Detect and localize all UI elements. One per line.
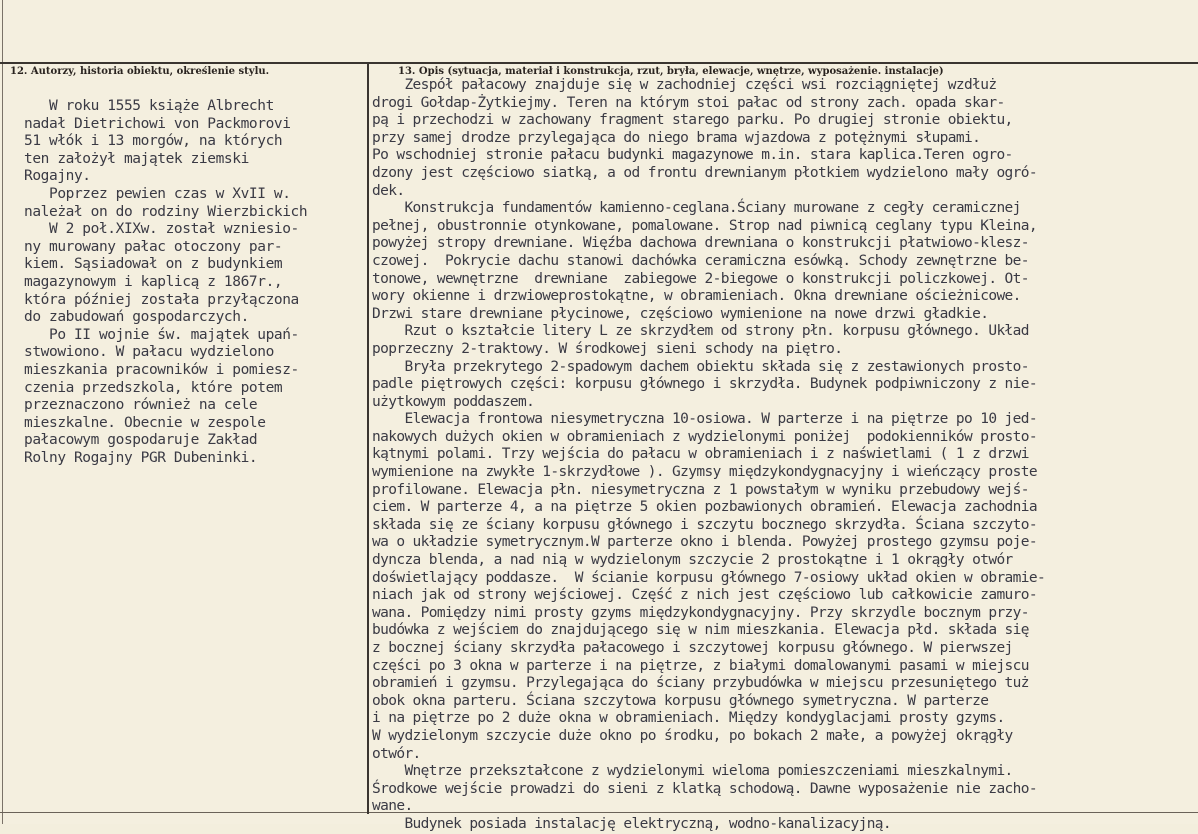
text-line: Bryła przekrytego 2-spadowym dachem obiektu składa się z zestawionych prosto- [372, 358, 1029, 375]
text-line: nakowych dużych okien w obramieniach z wydzielonymi poniżej podokienników prosto- [372, 428, 1037, 445]
text-line: Elewacja frontowa niesymetryczna 10-osiowa. W parterze i na piętrze po 10 jed- [372, 411, 1037, 428]
text-line: Budynek posiada instalację elektryczną, wodno-kanalizacyjną. [372, 815, 892, 832]
text-line: wa o układzie symetrycznym.W parterze okno i blenda. Powyżej prostego gzymsu poje- [372, 534, 1037, 551]
text-line: dzony jest częściowo siatką, a od frontu drewnianym płotkiem wydzielono mały ogró- [372, 164, 1037, 181]
text-line: dyncza blenda, a nad nią w wydzielonym szczycie 2 prostokątne i 1 okrągły otwór [372, 552, 1013, 569]
text-line: pełnej, obustronnie otynkowane, pomalowane. Strop nad piwnicą ceglany typu Kleina, [372, 217, 1037, 234]
text-line: mieszkania pracowników i pomiesz- [24, 361, 299, 378]
card-left-edge [2, 0, 3, 824]
section-12-heading: 12. Autorzy, historia obiektu, określenie stylu. [10, 66, 270, 77]
text-line: pałacowym gospodaruje Zakład [24, 432, 258, 449]
description-text [372, 77, 1194, 834]
text-line: Rogajny. [24, 168, 91, 185]
text-line: Konstrukcja fundamentów kamienno-ceglana.Ściany murowane z cegły ceramicznej [372, 200, 1021, 217]
column-divider [367, 62, 369, 814]
text-line: stwowiono. W pałacu wydzielono [24, 344, 274, 361]
text-line: Po wschodniej stronie pałacu budynki magazynowe m.in. stara kaplica.Teren ogro- [372, 147, 1013, 164]
text-line: Rzut o kształcie litery L ze skrzydłem od strony płn. korpusu głównego. Układ [372, 323, 1029, 340]
text-line: ny murowany pałac otoczony par- [24, 238, 283, 255]
text-line: nadał Dietrichowi von Packmorovi [24, 115, 291, 132]
text-line: Drzwi stare drewniane płycinowe, częściowo wymienione na nowe drzwi gładkie. [372, 305, 989, 322]
text-line: powyżej stropy drewniane. Więźba dachowa drewniana o konstrukcji płatwiowo-klesz- [372, 235, 1029, 252]
text-line: padle piętrowych części: korpusu głównego i skrzydła. Budynek podpiwniczony z nie- [372, 376, 1037, 393]
text-line: mieszkalne. Obecnie w zespole [24, 414, 266, 431]
text-line: użytkowym poddaszem. [372, 393, 535, 410]
text-line: ten założył majątek ziemski [24, 150, 249, 167]
text-line: Rolny Rogajny PGR Dubeninki. [24, 449, 258, 466]
history-text [24, 98, 364, 467]
text-line: pą i przechodzi w zachowany fragment starego parku. Po drugiej stronie obiektu, [372, 112, 1013, 129]
text-line: należał on do rodziny Wierzbickich [24, 203, 308, 220]
text-line: z bocznej ściany skrzydła pałacowego i szczytowej korpusu głównego. W pierwszej [372, 640, 1013, 656]
text-line: przy samej drodze przylegająca do niego brama wjazdowa z potężnymi słupami. [372, 129, 981, 146]
section-13-heading: 13. Opis (sytuacja, materiał i konstrukcja, rzut, bryła, elewacje, wnętrze, wyposażenie. instalacje) [398, 66, 944, 77]
text-line: Poprzez pewien czas w XvII w. [24, 185, 291, 202]
text-line: do zabudowań gospodarczych. [24, 309, 249, 326]
text-line: i na piętrze po 2 duże okna w obramieniach. Między kondyglacjami prosty gzyms. [372, 710, 1005, 727]
text-line: kątnymi polami. Trzy wejścia do pałacu w obramieniach i z naświetlami ( 1 z drzwi [372, 446, 1029, 463]
text-line: doświetlający poddasze. W ścianie korpusu głównego 7-osiowy układ okien w obramie- [372, 569, 1046, 586]
header-rule [0, 62, 1198, 64]
text-line: obramień i gzymsu. Przylegająca do ściany przybudówka w miejscu przesuniętego tuż [372, 675, 1029, 692]
text-line: Wnętrze przekształcone z wydzielonymi wieloma pomieszczeniami mieszkalnymi. [372, 763, 1013, 780]
text-line: poprzeczny 2-traktowy. W środkowej sieni schody na piętro. [372, 340, 843, 357]
text-line: Środkowe wejście prowadzi do sieni z klatką schodową. Dawne wyposażenie nie zacho- [372, 780, 1037, 797]
text-line: składa się ze ściany korpusu głównego i szczytu bocznego skrzydła. Ściana szczyto- [372, 516, 1037, 533]
text-line: kiem. Sąsiadował on z budynkiem [24, 256, 283, 273]
text-line: wymienione na zwykłe 1-skrzydłowe ). Gzymsy międzykondygnacyjny i wieńczący proste [372, 464, 1037, 481]
text-line: niach jak od strony wejściowej. Część z nich jest częściowo lub całkowicie zamuro- [372, 587, 1037, 604]
text-line: W wydzielonym szczycie duże okno po środku, po bokach 2 małe, a powyżej okrągły [372, 727, 1013, 744]
text-line: Zespół pałacowy znajduje się w zachodniej części wsi rozciągniętej wzdłuż [372, 77, 997, 93]
text-line: która później została przyłączona [24, 291, 299, 308]
text-line: otwór. [372, 745, 421, 762]
text-line: ciem. W parterze 4, a na piętrze 5 okien pozbawionych obramień. Elewacja zachodnia [372, 499, 1037, 516]
text-line: czowej. Pokrycie dachu stanowi dachówka ceramiczna esówką. Schody zewnętrzne be- [372, 252, 1029, 269]
text-line: 51 włók i 13 morgów, na których [24, 133, 283, 150]
text-line: przeznaczono również na cele [24, 397, 258, 414]
text-line: drogi Gołdap-Żytkiejmy. Teren na którym stoi pałac od strony zach. opada skar- [372, 94, 1005, 111]
text-line: czenia przedszkola, które potem [24, 379, 283, 396]
text-line: wory okienne i drzwioweprostokątne, w obramieniach. Okna drewniane ościeżnicowe. [372, 288, 1021, 305]
text-line: profilowane. Elewacja płn. niesymetryczna z 1 powstałym w wyniku przebudowy wejś- [372, 481, 1029, 498]
text-line: budówka z wejściem do znajdującego się w nim mieszkania. Elewacja płd. składa się [372, 622, 1029, 639]
text-line: dek. [372, 182, 405, 199]
text-line: obok okna parteru. Ściana szczytowa korpusu głównego symetryczna. W parterze [372, 692, 989, 709]
text-line: Po II wojnie św. majątek upań- [24, 326, 299, 343]
text-line: W roku 1555 książe Albrecht [24, 98, 274, 114]
text-line: magazynowym i kaplicą z 1867r., [24, 273, 283, 290]
text-line: wane. [372, 798, 413, 815]
text-line: części po 3 okna w parterze i na piętrze, z białymi domalowanymi pasami w miejscu [372, 657, 1029, 674]
text-line: wana. Pomiędzy nimi prosty gzyms międzykondygnacyjny. Przy skrzydle bocznym przy- [372, 604, 1029, 621]
text-line: W 2 poł.XIXw. został wzniesio- [24, 221, 299, 238]
text-line: tonowe, wewnętrzne drewniane zabiegowe 2-biegowe o konstrukcji policzkowej. Ot- [372, 270, 1029, 287]
